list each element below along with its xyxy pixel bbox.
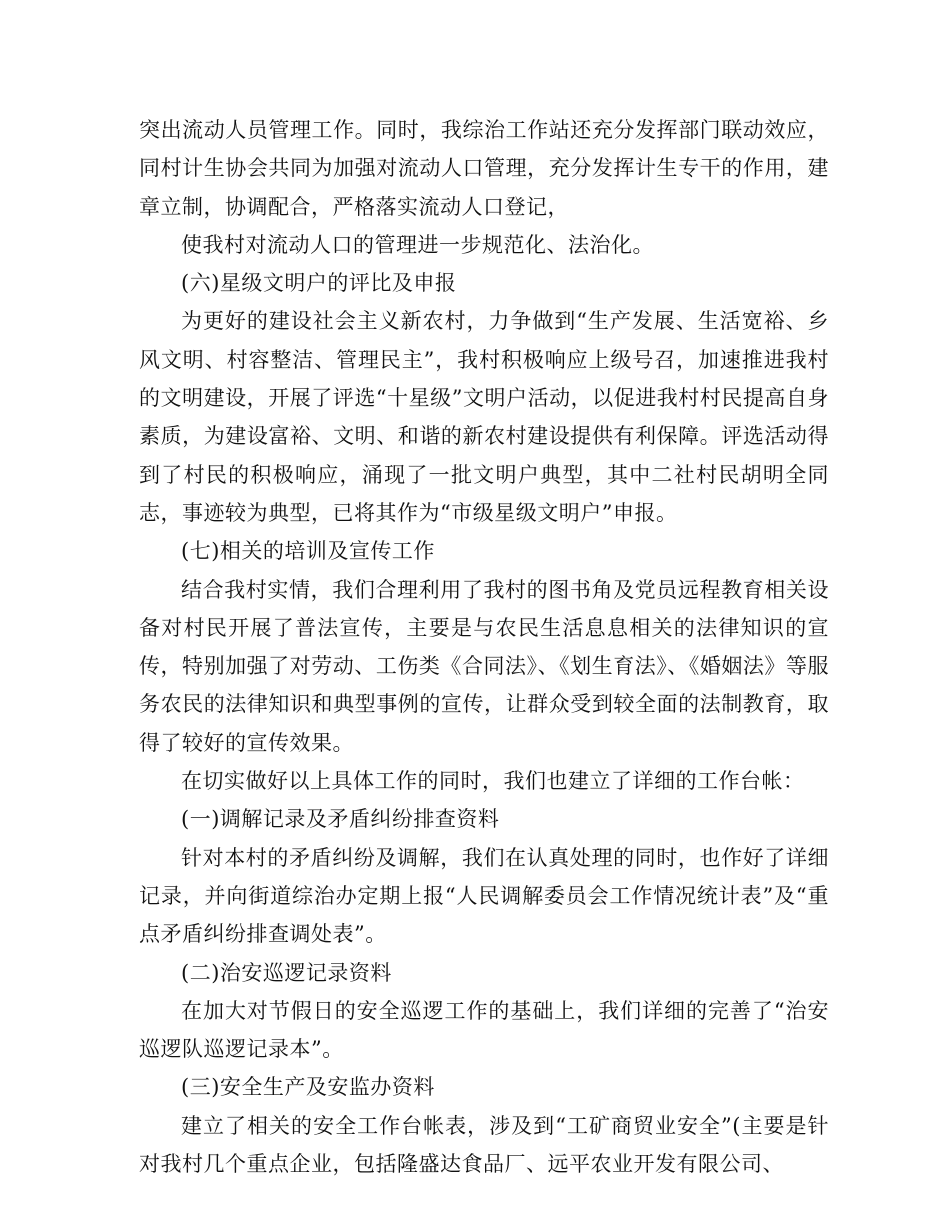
paragraph-7: 在加大对节假日的安全巡逻工作的基础上，我们详细的完善了“治安巡逻队巡逻记录本”。 (139, 998, 829, 1062)
paragraph-5: 在切实做好以上具体工作的同时，我们也建立了详细的工作台帐： (181, 769, 805, 794)
section-heading-2: (二)治安巡逻记录资料 (181, 960, 392, 985)
section-heading-7: (七)相关的培训及宣传工作 (181, 539, 435, 564)
section-heading-6: (六)星级文明户的评比及申报 (181, 271, 457, 296)
paragraph-1: 突出流动人员管理工作。同时，我综治工作站还充分发挥部门联动效应，同村计生协会共同为加强对流动人口管理，充分发挥计生专干的作用，建章立制，协调配合，严格落实流动人口登记， (139, 118, 829, 219)
section-heading-1: (一)调解记录及矛盾纠纷排查资料 (181, 807, 500, 832)
paragraph-2: 使我村对流动人口的管理进一步规范化、法治化。 (181, 232, 654, 257)
document-body (139, 111, 829, 1183)
paragraph-6: 针对本村的矛盾纠纷及调解，我们在认真处理的同时，也作好了详细记录，并向街道综治办定期上报“人民调解委员会工作情况统计表”及“重点矛盾纠纷排查调处表”。 (139, 845, 829, 947)
paragraph-8: 建立了相关的安全工作台帐表，涉及到“工矿商贸业安全”(主要是针对我村几个重点企业，包括隆盛达食品厂、远平农业开发有限公司、 (139, 1113, 829, 1177)
paragraph-3: 为更好的建设社会主义新农村，力争做到“生产发展、生活宽裕、乡风文明、村容整洁、管理民主”，我村积极响应上级号召，加速推进我村的文明建设，开展了评选“十星级”文明户活动，以促进我村村民提高自身素质，为建设富裕、文明、和谐的新农村建设提供有利保障。评选活动得到了村民的积极响应，涌现了一批文明户典型，其中二社村民胡明全同志，事迹较为典型，已将其作为“市级星级文明户”申报。 (139, 309, 829, 525)
section-heading-3: (三)安全生产及安监办资料 (181, 1075, 435, 1100)
paragraph-4: 结合我村实情，我们合理利用了我村的图书角及党员远程教育相关设备对村民开展了普法宣传，主要是与农民生活息息相关的法律知识的宣传，特别加强了对劳动、工伤类《合同法》、《划生育法》、《婚姻法》等服务农民的法律知识和典型事例的宣传，让群众受到较全面的法制教育，取得了较好的宣传效果。 (139, 577, 829, 755)
